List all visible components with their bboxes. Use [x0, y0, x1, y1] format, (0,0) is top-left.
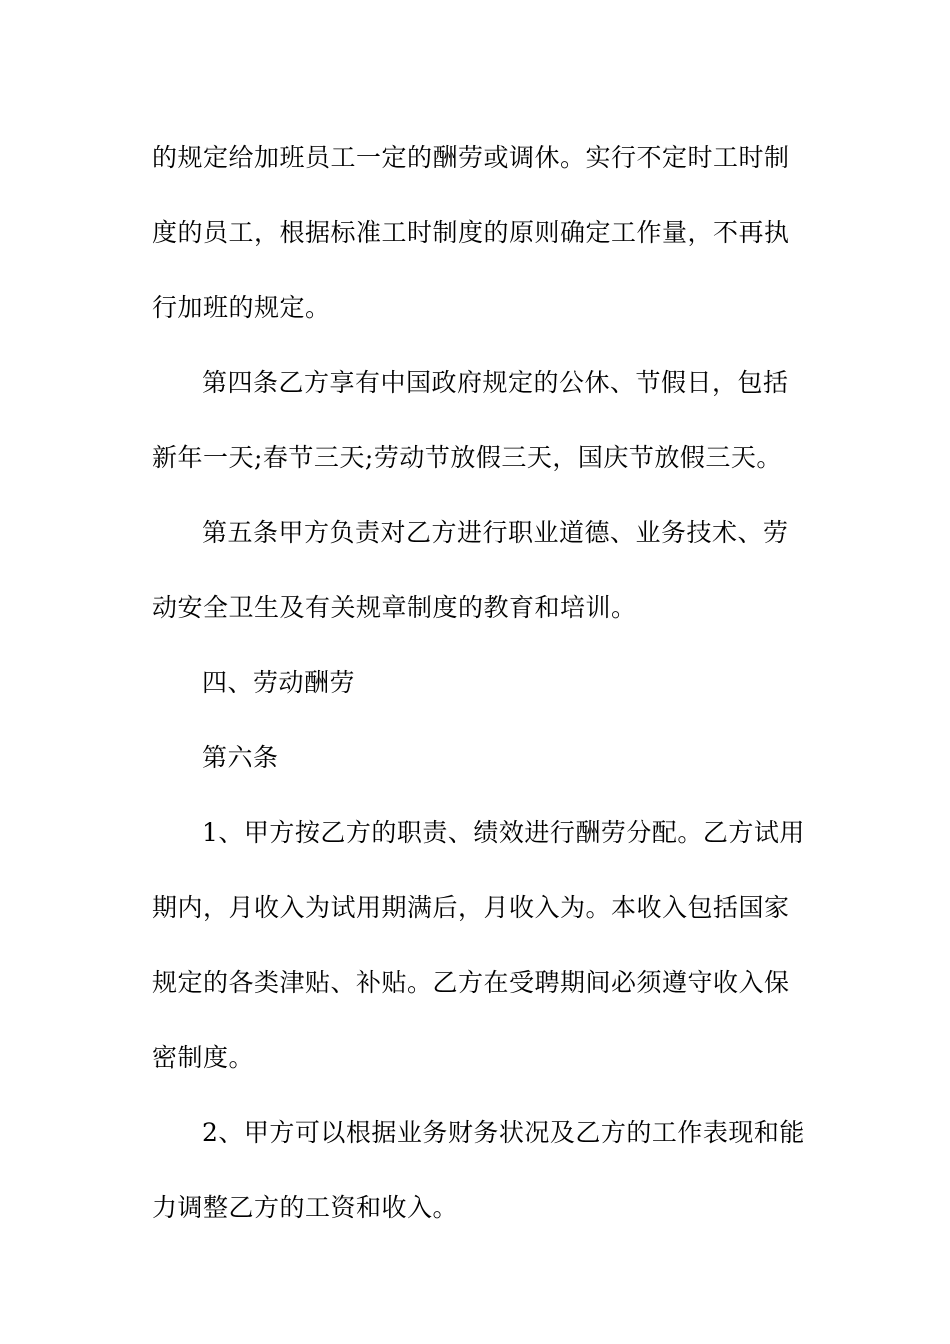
article-6-heading: 第六条 — [202, 743, 279, 772]
section-heading-remuneration: 四、劳动酬劳 — [202, 668, 356, 697]
paragraph-article-6-item-1: 1、甲方按乙方的职责、绩效进行酬劳分配。乙方试用期内，月收入为试用期满后，月收入为。本收入包括国家规定的各类津贴、补贴。乙方在受聘期间必须遵守收入保密制度。 — [152, 818, 805, 1072]
paragraph-article-6-item-2: 2、甲方可以根据业务财务状况及乙方的工作表现和能力调整乙方的工资和收入。 — [152, 1118, 805, 1222]
paragraph-article-5: 第五条甲方负责对乙方进行职业道德、业务技术、劳动安全卫生及有关规章制度的教育和培训。 — [152, 518, 789, 622]
document-body — [152, 120, 812, 1245]
paragraph-overtime-continuation: 的规定给加班员工一定的酬劳或调休。实行不定时工时制度的员工，根据标准工时制度的原则确定工作量，不再执行加班的规定。 — [152, 143, 790, 322]
paragraph-article-4: 第四条乙方享有中国政府规定的公休、节假日，包括新年一天;春节三天;劳动节放假三天，国庆节放假三天。 — [152, 368, 789, 472]
